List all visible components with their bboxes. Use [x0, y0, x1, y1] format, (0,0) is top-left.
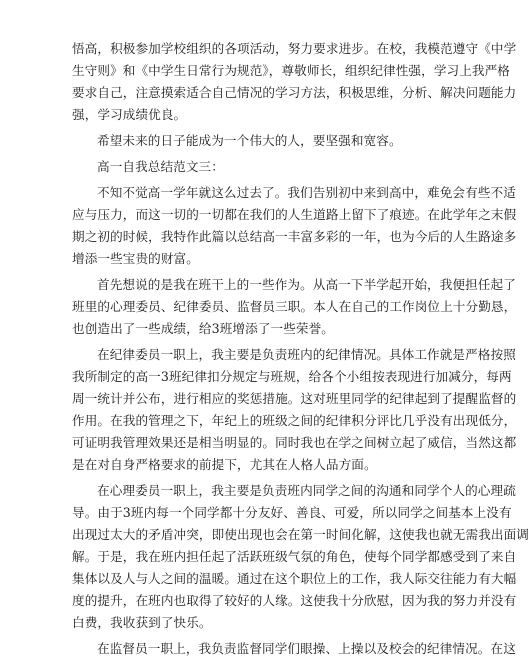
paragraph [72, 480, 529, 634]
paragraph [72, 130, 428, 152]
text-line: 在监督员一职上，我负责监督同学们眼操、上操以及校会的纪律情况。在这 [97, 641, 516, 656]
text-line: 是在对自身严格要求的前提下，尤其在人格人品方面。 [72, 457, 377, 472]
text-line: 首先想说的是我在班干上的一些作为。从高一下半学起开始，我便担任起了 [97, 277, 516, 292]
text-line: 白费，我收获到了快乐。 [72, 615, 212, 630]
text-line: 要求自己，注意摸索适合自己情况的学习方法，积极思维，分析、解决问题能力 [72, 85, 517, 100]
text-line: 生守则》和《中学生日常行为规范》，尊敬师长，组织纪律性强，学习上我严格 [72, 63, 510, 78]
text-line: 悟高，积极参加学校组织的各项活动，努力要求进步。在校，我模范遵守《中学 [72, 41, 517, 56]
text-line: 在心理委员一职上，我主要是负责班内同学之间的沟通和同学个人的心理疏 [97, 483, 516, 498]
paragraph [72, 156, 428, 178]
text-line: 我所制定的高一3班纪律扣分规定与班规，给各个小组按表现进行加减分，每两 [72, 369, 512, 384]
text-line: 增添一些宝贵的财富。 [72, 251, 199, 266]
paragraph [72, 182, 517, 270]
text-line: 班里的心理委员、纪律委员、监督员三职。本人在自己的工作岗位上十分勤恳， [72, 299, 517, 314]
text-line: 可证明我管理效果还是相当明显的。同时我也在学之间树立起了威信，当然这都 [72, 435, 517, 450]
text-line: 高一自我总结范文三： [97, 159, 224, 174]
text-line: 期之初的时候，我特作此篇以总结高一丰富多彩的一年，也为今后的人生路途多 [72, 229, 517, 244]
text-line: 在纪律委员一职上，我主要是负责班内的纪律情况。具体工作就是严格按照 [97, 347, 516, 362]
text-line: 作用。在我的管理之下，年纪上的班级之间的纪律积分评比几乎没有出现低分， [72, 413, 517, 428]
text-line: 导。由于3班内每一个同学都十分友好、善良、可爱，所以同学之间基本上没有 [72, 505, 512, 520]
paragraph [72, 38, 517, 126]
paragraph [72, 344, 517, 476]
text-line: 出现过太大的矛盾冲突，即使出现也会在第一时间化解，这使我也就无需我出面调 [72, 527, 529, 542]
text-line: 应与压力，而这一切的一切都在我们的人生道路上留下了痕迹。在此学年之末假 [72, 207, 517, 222]
text-line: 周一统计并公布，进行相应的奖惩措施。这对班里同学的纪律起到了提醒监督的 [72, 391, 517, 406]
document-body [72, 38, 529, 660]
text-line: 强，学习成绩优良。 [72, 107, 187, 122]
text-line: 不知不觉高一学年就这么过去了。我们告别初中来到高中，难免会有些不适 [97, 185, 516, 200]
text-line: 希望未来的日子能成为一个伟大的人，要坚强和宽容。 [97, 133, 402, 148]
paragraph [72, 638, 516, 660]
text-line: 也创造出了一些成绩，给3班增添了一些荣誉。 [72, 321, 334, 336]
text-line: 集体以及人与人之间的温暖。通过在这个职位上的工作，我人际交往能力有大幅 [72, 571, 517, 586]
paragraph [72, 274, 517, 340]
text-line: 解。于是，我在班内担任起了活跃班级气氛的角色，使每个同学都感受到了来自 [72, 549, 517, 564]
text-line: 度的提升，在班内也取得了较好的人缘。这使我十分欣慰，因为我的努力并没有 [72, 593, 517, 608]
